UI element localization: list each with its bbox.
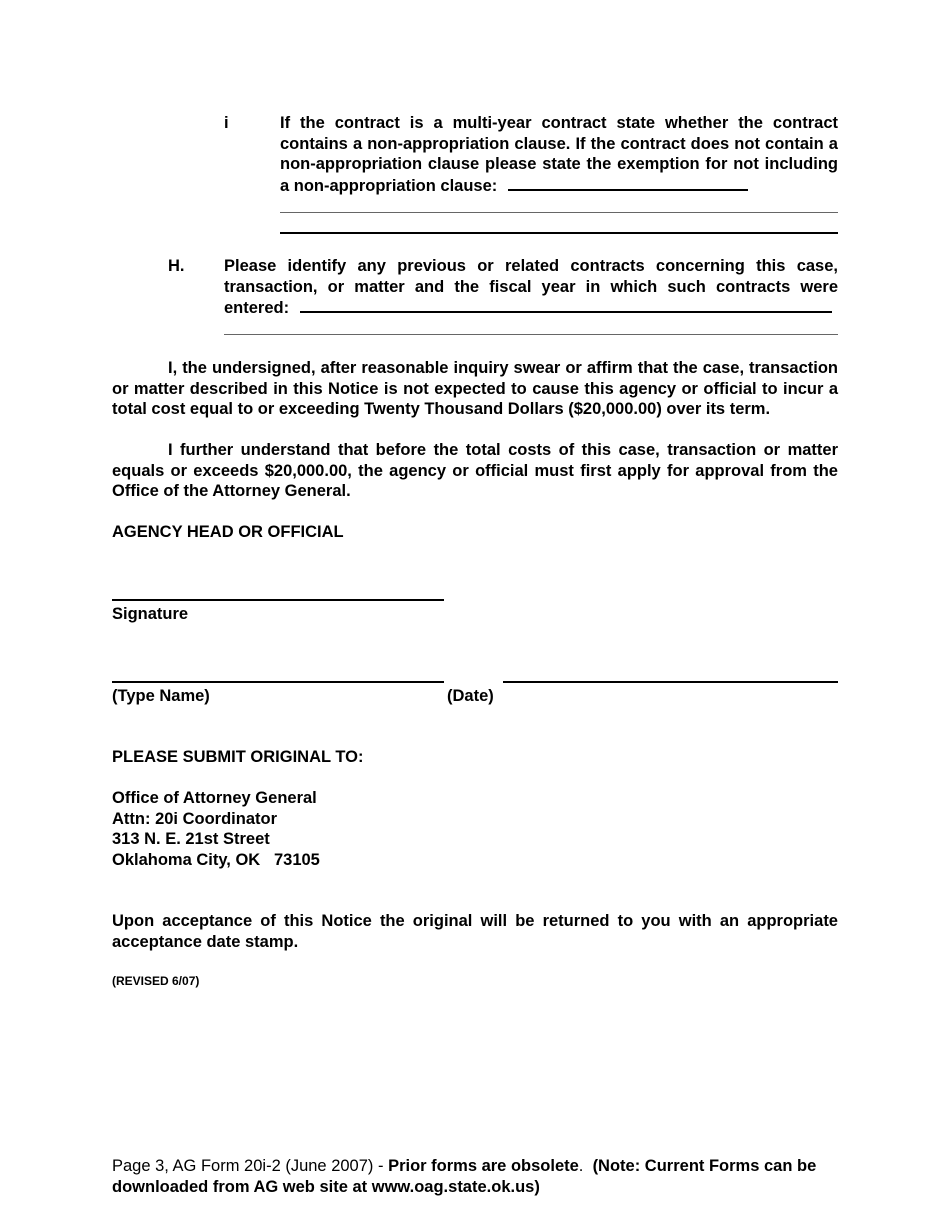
address-line-2: Attn: 20i Coordinator [112, 809, 277, 828]
page-footer [112, 1156, 838, 1197]
revised-stamp: (REVISED 6/07) [112, 974, 200, 988]
type-name-label: (Type Name) [112, 687, 210, 705]
item-i-answer-line-3[interactable] [280, 232, 838, 234]
address-line-3: 313 N. E. 21st Street [112, 830, 270, 848]
acceptance-note: Upon acceptance of this Notice the original will be returned to you with an appropriate acceptance date stamp. [112, 912, 838, 951]
footer-period: . [578, 1157, 593, 1175]
item-i-text [280, 113, 838, 196]
item-i-marker: i [224, 114, 229, 132]
date-line[interactable] [503, 681, 838, 683]
item-h-question: Please identify any previous or related contracts concerning this case, transaction, or matter and the fiscal year in which such contracts were entered: [224, 257, 838, 317]
date-label: (Date) [447, 687, 494, 705]
item-i-question: If the contract is a multi-year contract state whether the contract contains a non-appropriation clause. If the contract does not contain a non-appropriation clause please state the exemption for not including a non-appropriation clause: [280, 114, 838, 195]
footer-download-note: (Note: Current Forms can be downloaded from AG web site at www.oag.state.ok.us) [112, 1157, 817, 1196]
agency-heading: AGENCY HEAD OR OFFICIAL [112, 523, 344, 541]
address-line-4: Oklahoma City, OK 73105 [112, 850, 320, 869]
affirmation-paragraph-1: I, the undersigned, after reasonable inquiry swear or affirm that the case, transaction or matter described in this Notice is not expected to cause this agency or official to incur a total cost equal to or exceeding Twenty Thousand Dollars ($20,000.00) over its term. [112, 359, 838, 418]
item-i-answer-line-2[interactable] [280, 212, 838, 213]
type-name-line[interactable] [112, 681, 444, 683]
mailing-address [112, 788, 320, 870]
address-line-1: Office of Attorney General [112, 789, 317, 807]
signature-line[interactable] [112, 599, 444, 601]
item-h-text [224, 256, 838, 319]
footer-page-info: Page 3, AG Form 20i-2 (June 2007) - [112, 1157, 389, 1175]
affirmation-paragraph-2: I further understand that before the total costs of this case, transaction or matter equals or exceeds $20,000.00, the agency or official must first apply for approval from the Office of the Attorney General. [112, 441, 838, 500]
submit-heading: PLEASE SUBMIT ORIGINAL TO: [112, 748, 364, 766]
item-h-answer-blank[interactable] [300, 297, 832, 313]
item-h-marker: H. [168, 257, 185, 275]
signature-label: Signature [112, 605, 189, 623]
item-i-answer-blank[interactable] [508, 175, 748, 191]
item-h-answer-line-2[interactable] [224, 334, 838, 335]
footer-obsolete-notice: Prior forms are obsolete [388, 1157, 579, 1175]
